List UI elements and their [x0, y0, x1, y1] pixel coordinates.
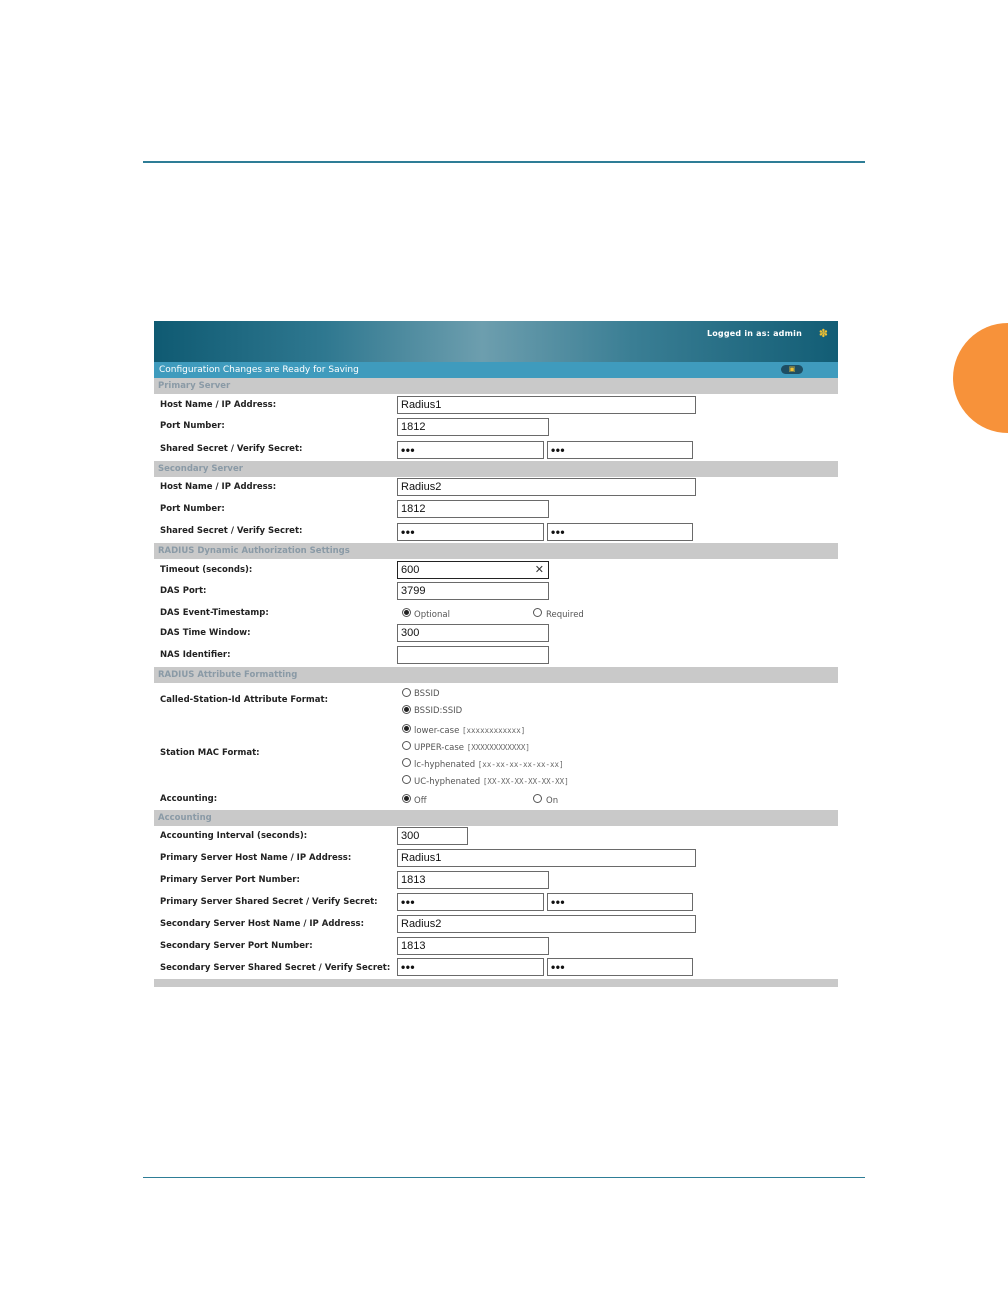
radius-settings-panel: [154, 321, 838, 987]
secondary-port-label: Port Number:: [160, 504, 225, 514]
radio-mac-lower-label: lower-case [xxxxxxxxxxxx]: [414, 726, 526, 736]
section-primary-server: Primary Server: [154, 378, 838, 394]
acct-secondary-port-input[interactable]: 1813: [397, 937, 549, 955]
acct-secondary-secret-input[interactable]: •••: [397, 958, 544, 976]
header-banner: [154, 321, 838, 362]
gear-icon[interactable]: ✽: [818, 327, 828, 340]
radio-accounting-off-label: Off: [414, 796, 427, 806]
radio-timestamp-required[interactable]: [533, 608, 542, 617]
radio-accounting-on[interactable]: [533, 794, 542, 803]
das-window-label: DAS Time Window:: [160, 628, 251, 638]
config-notice-bar: [154, 362, 838, 378]
primary-verify-input[interactable]: •••: [547, 441, 693, 459]
acct-primary-secret-input[interactable]: •••: [397, 893, 544, 911]
nas-identifier-input[interactable]: [397, 646, 549, 664]
acct-secondary-verify-input[interactable]: •••: [547, 958, 693, 976]
radio-called-bssid[interactable]: [402, 688, 411, 697]
acct-primary-host-input[interactable]: Radius1: [397, 849, 696, 867]
radio-mac-lc-hyphen[interactable]: [402, 758, 411, 767]
acct-primary-host-label: Primary Server Host Name / IP Address:: [160, 853, 352, 863]
section-attribute-formatting: RADIUS Attribute Formatting: [154, 667, 838, 683]
primary-port-input[interactable]: 1812: [397, 418, 549, 436]
config-notice-text: Configuration Changes are Ready for Saving: [159, 365, 359, 375]
primary-host-input[interactable]: Radius1: [397, 396, 696, 414]
section-das-settings: RADIUS Dynamic Authorization Settings: [154, 543, 838, 559]
secondary-host-input[interactable]: Radius2: [397, 478, 696, 496]
das-port-input[interactable]: 3799: [397, 582, 549, 600]
logged-in-text: Logged in as: admin: [706, 329, 802, 338]
accounting-interval-input[interactable]: 300: [397, 827, 468, 845]
radio-accounting-off[interactable]: [402, 794, 411, 803]
das-timeout-input[interactable]: [397, 561, 549, 579]
page-header-rule: [143, 161, 865, 163]
acct-secondary-host-label: Secondary Server Host Name / IP Address:: [160, 919, 364, 929]
secondary-host-label: Host Name / IP Address:: [160, 482, 277, 492]
accounting-toggle-label: Accounting:: [160, 794, 218, 804]
das-timeout-value: 600: [401, 564, 420, 576]
station-mac-label: Station MAC Format:: [160, 748, 260, 758]
acct-primary-port-label: Primary Server Port Number:: [160, 875, 300, 885]
radio-timestamp-optional[interactable]: [402, 608, 411, 617]
clear-icon[interactable]: ✕: [534, 564, 544, 576]
das-timeout-label: Timeout (seconds):: [160, 565, 253, 575]
secondary-secret-label: Shared Secret / Verify Secret:: [160, 526, 303, 536]
radio-mac-uc-hyphen[interactable]: [402, 775, 411, 784]
called-station-label: Called-Station-Id Attribute Format:: [160, 695, 328, 705]
acct-secondary-secret-label: Secondary Server Shared Secret / Verify Secret:: [160, 963, 391, 973]
radio-timestamp-optional-label: Optional: [414, 610, 450, 620]
nas-identifier-label: NAS Identifier:: [160, 650, 231, 660]
radio-mac-lower[interactable]: [402, 724, 411, 733]
das-port-label: DAS Port:: [160, 586, 207, 596]
secondary-verify-input[interactable]: •••: [547, 523, 693, 541]
radio-called-bssid-ssid-label: BSSID:SSID: [414, 706, 463, 716]
secondary-secret-input[interactable]: •••: [397, 523, 544, 541]
primary-host-label: Host Name / IP Address:: [160, 400, 277, 410]
panel-footer-bar: [154, 979, 838, 987]
radio-mac-uc-hyphen-label: UC-hyphenated [XX-XX-XX-XX-XX-XX]: [414, 777, 569, 787]
save-icon[interactable]: ▣: [781, 365, 803, 374]
das-timestamp-label: DAS Event-Timestamp:: [160, 608, 269, 618]
chapter-tab-marker: [953, 323, 1008, 433]
acct-secondary-port-label: Secondary Server Port Number:: [160, 941, 313, 951]
acct-primary-secret-label: Primary Server Shared Secret / Verify Secret:: [160, 897, 378, 907]
acct-primary-port-input[interactable]: 1813: [397, 871, 549, 889]
primary-secret-label: Shared Secret / Verify Secret:: [160, 444, 303, 454]
acct-primary-verify-input[interactable]: •••: [547, 893, 693, 911]
radio-called-bssid-label: BSSID: [414, 689, 440, 699]
radio-mac-lc-hyphen-label: lc-hyphenated [xx-xx-xx-xx-xx-xx]: [414, 760, 564, 770]
primary-secret-input[interactable]: •••: [397, 441, 544, 459]
section-secondary-server: Secondary Server: [154, 461, 838, 477]
accounting-interval-label: Accounting Interval (seconds):: [160, 831, 308, 841]
radio-accounting-on-label: On: [546, 796, 559, 806]
radio-called-bssid-ssid[interactable]: [402, 705, 411, 714]
acct-secondary-host-input[interactable]: Radius2: [397, 915, 696, 933]
radio-mac-upper[interactable]: [402, 741, 411, 750]
secondary-port-input[interactable]: 1812: [397, 500, 549, 518]
section-accounting: Accounting: [154, 810, 838, 826]
page-footer-rule: [143, 1177, 865, 1178]
das-window-input[interactable]: 300: [397, 624, 549, 642]
radio-mac-upper-label: UPPER-case [XXXXXXXXXXXX]: [414, 743, 530, 753]
primary-port-label: Port Number:: [160, 421, 225, 431]
radio-timestamp-required-label: Required: [546, 610, 584, 620]
